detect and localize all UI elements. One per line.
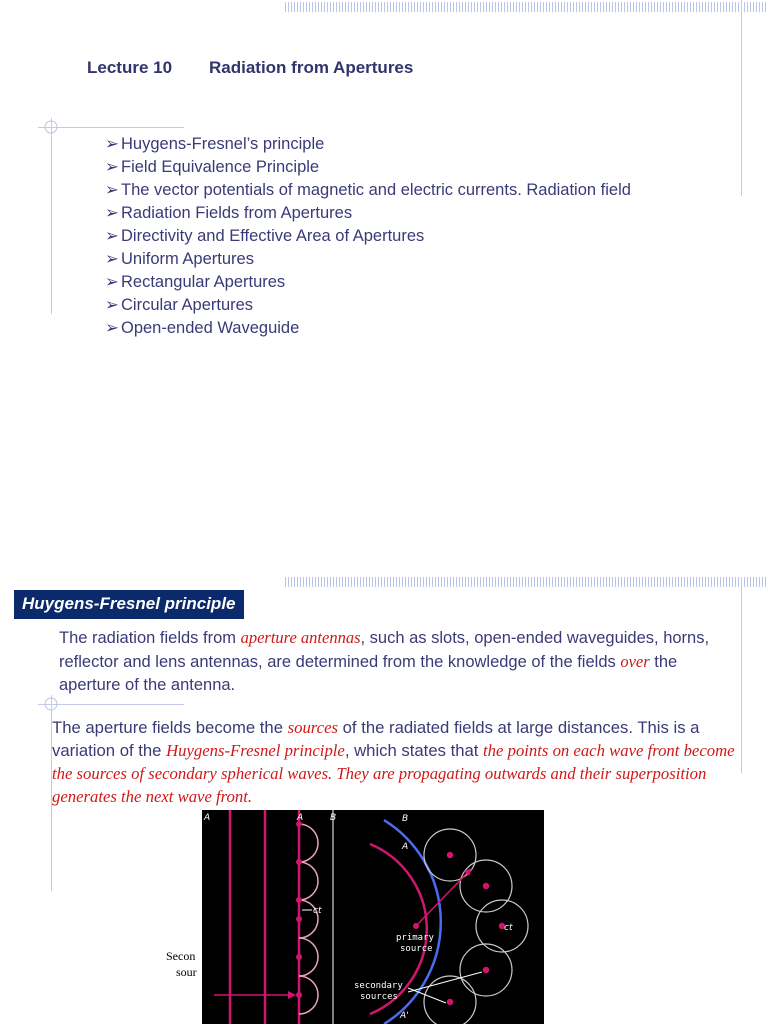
emphasis-principle-name: Huygens-Fresnel principle <box>166 741 345 760</box>
intro-paragraph: The radiation fields from aperture antennas, such as slots, open-ended waveguides, horns, reflector and lens antennas, are determined from the knowledge of the fields over the aperture of the antenna. <box>59 628 710 694</box>
list-item: ➢ Rectangular Apertures <box>105 271 631 294</box>
label-secondary-sources: sources <box>360 992 398 1002</box>
list-item: ➢ Uniform Apertures <box>105 248 631 271</box>
list-item: ➢ Directivity and Effective Area of Apertures <box>105 225 631 248</box>
huygens-wavefront-figure <box>202 810 544 1024</box>
top-stripe-decoration <box>285 2 768 12</box>
label-primary-source: source <box>400 944 433 954</box>
list-item: ➢ Circular Apertures <box>105 294 631 317</box>
list-item: ➢ Field Equivalence Principle <box>105 156 631 179</box>
arrow-bullet-icon: ➢ <box>105 158 119 176</box>
arrow-bullet-icon: ➢ <box>105 181 119 199</box>
list-item: ➢ Radiation Fields from Apertures <box>105 202 631 225</box>
lecture-number: Lecture 10 <box>87 58 173 77</box>
label-B-mid: B <box>330 813 337 823</box>
arrow-bullet-icon: ➢ <box>105 135 119 153</box>
crosshair-icon <box>41 694 61 714</box>
label-B-right: B <box>402 814 409 824</box>
label-secondary: secondary <box>354 981 403 991</box>
arrow-bullet-icon: ➢ <box>105 204 119 222</box>
crosshair-icon <box>41 117 61 137</box>
right-vertical-rule <box>741 0 742 196</box>
list-item: ➢ Huygens-Fresnel’s principle <box>105 133 631 156</box>
top-stripe-decoration-2 <box>285 577 768 587</box>
emphasis-over: over <box>620 652 650 671</box>
left-vertical-rule <box>51 118 52 314</box>
label-ct: ct <box>313 906 322 916</box>
arrow-bullet-icon: ➢ <box>105 273 119 291</box>
label-A-mid: A <box>297 813 304 823</box>
label-A: A <box>204 813 211 823</box>
arrow-bullet-icon: ➢ <box>105 296 119 314</box>
label-A-prime: A' <box>400 1011 409 1021</box>
principle-paragraph: The aperture fields become the sources of the radiated fields at large distances. This is a variation of the Huygens-Fresnel principle, which states that the points on each wave front become the sources of secondary spherical waves. They are propagating outwards and their superposition generates the next wave front. <box>52 718 735 806</box>
emphasis-aperture-antennas: aperture antennas <box>240 628 361 647</box>
list-item: ➢ Open-ended Waveguide <box>105 317 631 340</box>
emphasis-sources: sources <box>287 718 338 737</box>
emphasis-statement: the points on each wave front become the sources of secondary spherical waves. They are propagating outwards and their superposition generates the next wave front. <box>52 741 735 806</box>
page-title: Radiation from Apertures <box>209 58 414 77</box>
side-label-secondary: Secon <box>166 949 196 963</box>
topic-list <box>105 133 631 340</box>
section-heading: Huygens-Fresnel principle <box>14 590 244 619</box>
label-A-right: A <box>402 842 409 852</box>
side-label-sources: sour <box>176 965 197 979</box>
label-ct-right: ct <box>504 923 513 933</box>
arrow-bullet-icon: ➢ <box>105 227 119 245</box>
arrow-bullet-icon: ➢ <box>105 319 119 337</box>
list-item: ➢ The vector potentials of magnetic and electric currents. Radiation field <box>105 179 631 202</box>
arrow-bullet-icon: ➢ <box>105 250 119 268</box>
label-primary: primary <box>396 933 434 943</box>
